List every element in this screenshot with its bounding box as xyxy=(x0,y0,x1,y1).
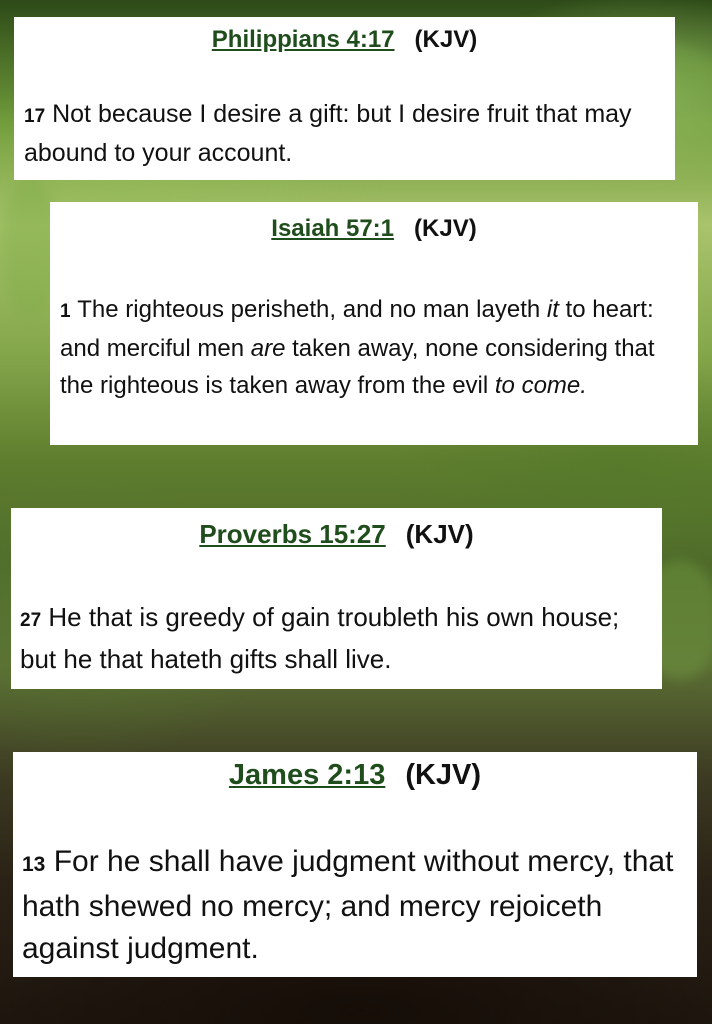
verse-text-segment: He that is greedy of gain troubleth his own house; but he that hateth gifts shall live. xyxy=(20,602,620,674)
bible-version: (KJV) xyxy=(405,519,474,549)
verse-card-james xyxy=(13,752,697,977)
bible-version: (KJV) xyxy=(414,26,478,53)
verse-reference xyxy=(50,215,698,243)
verse-reference-link[interactable]: James 2:13 xyxy=(228,759,386,791)
bible-version: (KJV) xyxy=(405,759,482,791)
verse-number: 17 xyxy=(24,106,46,127)
verse-text xyxy=(60,291,694,404)
verse-text-segment: The righteous perisheth, and no man layeth xyxy=(77,296,547,323)
verse-card-proverbs xyxy=(11,508,662,689)
verse-card-isaiah xyxy=(50,202,698,445)
verse-number: 13 xyxy=(22,853,46,876)
verse-text-segment: taken away, none considering that the righteous is taken away from the evil xyxy=(60,335,655,399)
verse-reference xyxy=(14,26,675,54)
bible-version: (KJV) xyxy=(414,215,477,242)
verse-text-segment: Not because I desire a gift: but I desire fruit that may abound to your account. xyxy=(24,100,632,167)
verse-text xyxy=(22,841,692,970)
verse-text-segment: to heart: and merciful men xyxy=(60,296,654,362)
verse-reference-link[interactable]: Philippians 4:17 xyxy=(211,26,395,53)
verse-text-italic: to come. xyxy=(494,372,587,399)
verse-reference-link[interactable]: Isaiah 57:1 xyxy=(271,215,395,242)
verse-text xyxy=(20,598,660,679)
verse-reference xyxy=(11,519,662,550)
verse-text xyxy=(24,96,669,172)
verse-number: 1 xyxy=(60,301,71,322)
verse-text-segment: For he shall have judgment without mercy, that hath shewed no mercy; and mercy rejoiceth against judgment. xyxy=(22,845,674,965)
verse-reference xyxy=(13,759,697,792)
verse-reference-link[interactable]: Proverbs 15:27 xyxy=(199,519,386,549)
verse-text-italic: are xyxy=(250,335,286,362)
verse-text-italic: it xyxy=(546,296,559,323)
verse-number: 27 xyxy=(20,610,42,631)
verse-card-philippians xyxy=(14,17,675,180)
